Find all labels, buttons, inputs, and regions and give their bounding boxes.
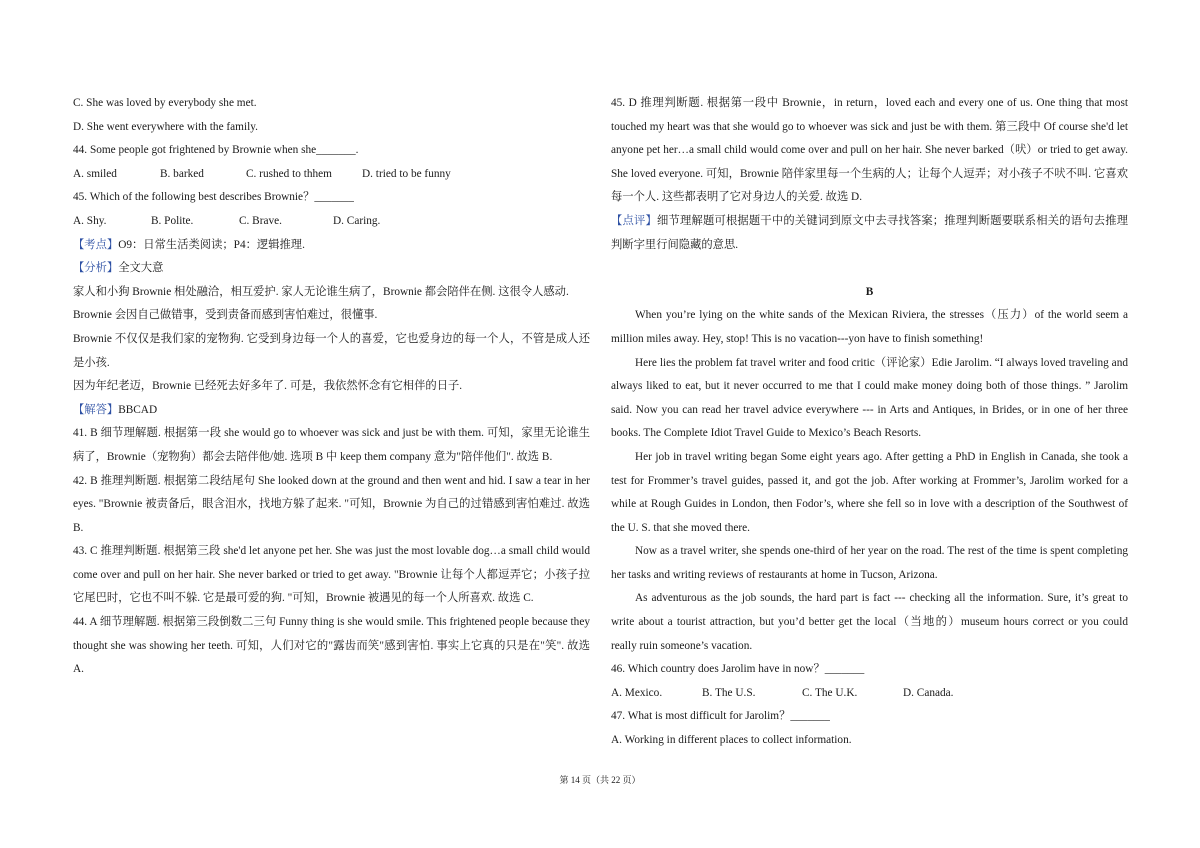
answer-44: 44. A 细节理解题. 根据第三段倒数二三句 Funny thing is she would smile. This frightened people because they thought she was showing her teeth. 可知，人们对它的"露齿而笑"感到害怕. 事实上它真的只是在"笑". 故选 A. [73,616,590,676]
q45-option-a: A. Shy. [73,214,107,227]
q46-question: 46. Which country does Jarolim have in now？_______ [611,663,865,676]
jieda-tag: 【解答】 [73,403,119,416]
q46-option-b: B. The U.S. [702,686,756,699]
jieda-text: BBCAD [118,403,158,416]
q44-option-d: D. tried to be funny [362,167,451,180]
q45-options [73,210,590,234]
dianping [611,210,1128,257]
q45-option-c: C. Brave. [239,214,282,227]
q43-option-c: C. She was loved by everybody she met. [73,97,257,109]
summary-paragraph-3: Brownie 不仅仅是我们家的宠物狗. 它受到身边每一个人的喜爱，它也爱身边的每一个人，不管是成人还是小孩. [73,332,590,369]
kaodian-tag: 【考点】 [73,238,119,251]
passage-paragraph-4: Now as a travel writer, she spends one-third of her year on the road. The rest of the time is spent completing her tasks and writing reviews of restaurants at home in Tucson, Arizona. [611,545,1128,581]
q45-option-d: D. Caring. [333,214,381,227]
q44-option-c: C. rushed to thhem [246,167,332,180]
kaodian [73,234,590,258]
q46-option-a: A. Mexico. [611,686,663,699]
q43-option-d: D. She went everywhere with the family. [73,120,258,133]
passage-paragraph-5: As adventurous as the job sounds, the hard part is fact --- checking all the information. Sure, it’s great to write about a tourist attraction, but you’d better get the local（当地的）museum hours correct or you could really ruin someone’s vacation. [611,592,1128,652]
q46-options [611,682,1128,706]
fenxi-text: 全文大意 [118,262,164,275]
q47-question: 47. What is most difficult for Jarolim？_______ [611,710,830,723]
summary-paragraph-2: Brownie 会因自己做错事，受到责备而感到害怕难过，很懂事. [73,309,378,322]
answer-43: 43. C 推理判断题. 根据第三段 she'd let anyone pet her. She was just the most lovable dog…a small child would come over and pull on her hair. She never barked or tried to get away. "Brownie 让每个人都逗弄它；小孩子拉它尾巴时，它也不叫不躲. 它是最可爱的狗. "可知，Brownie 被遇见的每一个人所喜欢. 故选 C. [73,545,590,605]
q44-question: 44. Some people got frightened by Brownie when she_______. [73,144,359,157]
page-footer: 第 14 页（共 22 页） [559,775,641,785]
q44-option-a: A. smiled [73,167,117,180]
kaodian-text: O9：日常生活类阅读；P4：逻辑推理. [118,238,305,251]
dianping-text: 细节理解题可根据题干中的关键词到原文中去寻找答案；推理判断题要联系相关的语句去推理判断字里行间隐藏的意思. [611,214,1128,251]
q45-option-b: B. Polite. [151,214,194,227]
q47-option-a: A. Working in different places to collect information. [611,734,852,747]
answer-45: 45. D 推理判断题. 根据第一段中 Brownie，in return，loved each and every one of us. One thing that most touched my heart was that she would go to whoever was sick and just be with them. 第三段中 Of course she'd let anyone pet her…a small child would come over and pull on her hair. She never barked（吠）or tried to get away. She loved everyone. 可知，Brownie 陪伴家里每一个生病的人；让每个人逗弄；对小孩子不吠不叫. 它喜欢每一个人. 这些都表明了它对身边人的关爱. 故选 D. [611,97,1128,204]
summary-paragraph-4: 因为年纪老迈，Brownie 已经死去好多年了. 可是，我依然怀念有它相伴的日子. [73,380,463,393]
section-title: B [865,285,874,298]
answer-41: 41. B 细节理解题. 根据第一段 she would go to whoever was sick and just be with them. 可知，家里无论谁生病了，Brownie（宠物狗）都会去陪伴他/她. 选项 B 中 keep them company 意为"陪伴他们". 故选 B. [73,427,590,463]
passage-paragraph-1: When you’re lying on the white sands of the Mexican Riviera, the stresses（压力）of the world seem a million miles away. Hey, stop! This is no vacation---yon have to finish something! [611,309,1128,345]
q45-question: 45. Which of the following best describes Brownie？_______ [73,191,354,204]
passage-paragraph-3: Her job in travel writing began Some eight years ago. After getting a PhD in English in Canada, she took a test for Frommer’s travel guides, passed it, and got the job. After working at Frommer’s, Jarolim worked for a while at Rough Guides in London, then Fodor’s, where she fell so in love with a description of the Southwest of the U. S. that she moved there. [611,450,1128,534]
fenxi-tag: 【分析】 [73,262,119,275]
q46-option-d: D. Canada. [903,686,954,699]
passage-paragraph-2: Here lies the problem fat travel writer and food critic（评论家）Edie Jarolim. “I always loved traveling and always liked to eat, but it never occurred to me that I could make money doing both of those things. ” Jarolim said. Now you can read her travel advice everywhere --- in Arts and Antiques, in Brides, or in one of her three books. The Complete Idiot Travel Guide to Mexico’s Beach Resorts. [611,356,1128,440]
fenxi [73,257,590,281]
q44-options [73,163,590,187]
right-column [611,92,1128,753]
dianping-tag: 【点评】 [611,214,657,227]
q46-option-c: C. The U.K. [802,686,858,699]
spacer [611,257,1128,281]
left-column [73,92,590,682]
q44-option-b: B. barked [160,167,204,180]
summary-paragraph-1: 家人和小狗 Brownie 相处融洽，相互爱护. 家人无论谁生病了，Brownie 都会陪伴在侧. 这很令人感动. [73,285,569,298]
jieda [73,399,590,423]
answer-42: 42. B 推理判断题. 根据第二段结尾句 She looked down at the ground and then went and hid. I saw a tear in her eyes. "Brownie 被责备后，眼含泪水，找地方躲了起来. "可知，Brownie 为自己的过错感到害怕难过. 故选 B. [73,474,590,534]
